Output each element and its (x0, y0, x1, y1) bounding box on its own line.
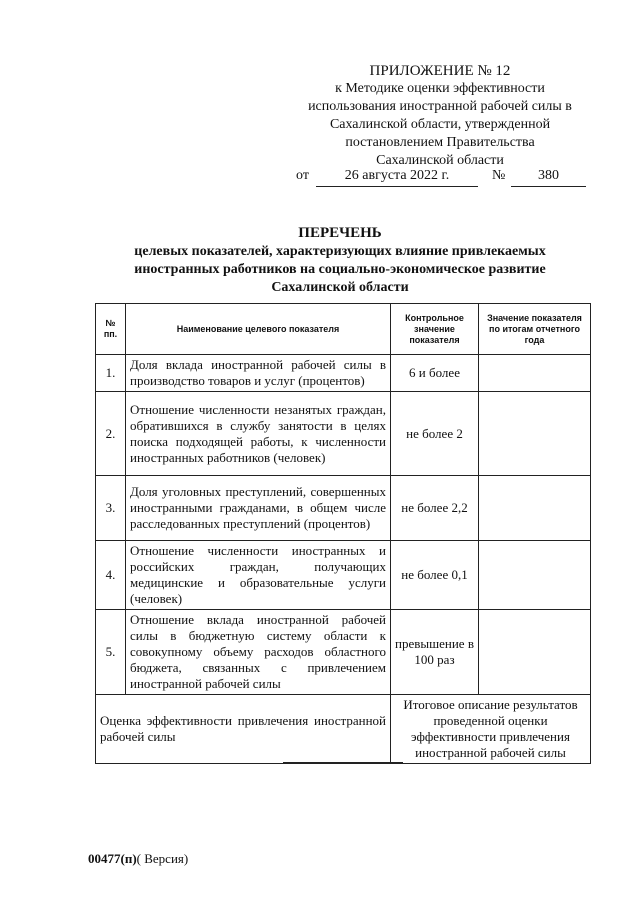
row-value (479, 541, 591, 610)
resolution-date-line (296, 168, 596, 188)
row-name: Отношение вклада иностранной рабочей силы в бюджетную систему области к совокупному объему расходов областного бюджета, связанных с привлечением иностранной рабочей силы (126, 610, 391, 695)
title-main: ПЕРЕЧЕНЬ (298, 225, 382, 241)
separator-line (283, 762, 403, 763)
row-name: Доля уголовных преступлений, совершенных иностранными гражданами, в общем числе расследованных преступлений (процентов) (126, 476, 391, 541)
row-control: превышение в 100 раз (391, 610, 479, 695)
doc-code-number: 00477(п) (88, 851, 137, 866)
table-row (96, 355, 591, 392)
row-num: 4. (96, 541, 126, 610)
appendix-header (270, 62, 610, 170)
table-row (96, 610, 591, 695)
row-name: Отношение численности иностранных и российских граждан, получающих медицинские и образовательные услуги (человек) (126, 541, 391, 610)
table-row (96, 476, 591, 541)
appendix-line-5: Сахалинской области (376, 153, 504, 168)
row-name: Доля вклада иностранной рабочей силы в производство товаров и услуг (процентов) (126, 355, 391, 392)
resolution-date: 26 августа 2022 г. (316, 168, 478, 187)
result-description-cell: Итоговое описание результатов проведенной оценки эффективности привлечения иностранной рабочей силы (391, 695, 591, 764)
date-prefix: от (296, 168, 309, 183)
resolution-number: 380 (511, 168, 586, 187)
document-title (90, 224, 590, 297)
row-value (479, 392, 591, 476)
row-num: 1. (96, 355, 126, 392)
header-value: Значение показателя по итогам отчетного года (479, 304, 591, 355)
row-control: не более 2,2 (391, 476, 479, 541)
title-line-3: Сахалинской области (271, 280, 409, 295)
row-num: 3. (96, 476, 126, 541)
efficiency-assessment-cell: Оценка эффективности привлечения иностранной рабочей силы (96, 695, 391, 764)
table-footer-row (96, 695, 591, 764)
title-line-2: иностранных работников на социально-экономическое развитие (134, 262, 546, 277)
appendix-line-1: к Методике оценки эффективности (335, 81, 545, 96)
row-name: Отношение численности незанятых граждан, обратившихся в службу занятости в целях поиска подходящей работы, к численности иностранных работников (человек) (126, 392, 391, 476)
appendix-line-2: использования иностранной рабочей силы в (308, 99, 572, 114)
indicators-table (95, 303, 591, 764)
table-row (96, 392, 591, 476)
appendix-number: ПРИЛОЖЕНИЕ № 12 (369, 63, 511, 79)
row-value (479, 476, 591, 541)
header-num: № пп. (96, 304, 126, 355)
appendix-line-4: постановлением Правительства (345, 135, 535, 150)
header-name: Наименование целевого показателя (126, 304, 391, 355)
row-control: 6 и более (391, 355, 479, 392)
doc-code-version: ( Версия) (136, 851, 189, 866)
row-num: 5. (96, 610, 126, 695)
table-header-row (96, 304, 591, 355)
table-row (96, 541, 591, 610)
header-control: Контрольное значение показателя (391, 304, 479, 355)
row-control: не более 0,1 (391, 541, 479, 610)
number-prefix: № (492, 168, 506, 183)
row-num: 2. (96, 392, 126, 476)
row-value (479, 355, 591, 392)
document-code (88, 851, 188, 867)
appendix-line-3: Сахалинской области, утвержденной (329, 117, 551, 132)
title-line-1: целевых показателей, характеризующих влияние привлекаемых (134, 244, 546, 259)
row-value (479, 610, 591, 695)
row-control: не более 2 (391, 392, 479, 476)
